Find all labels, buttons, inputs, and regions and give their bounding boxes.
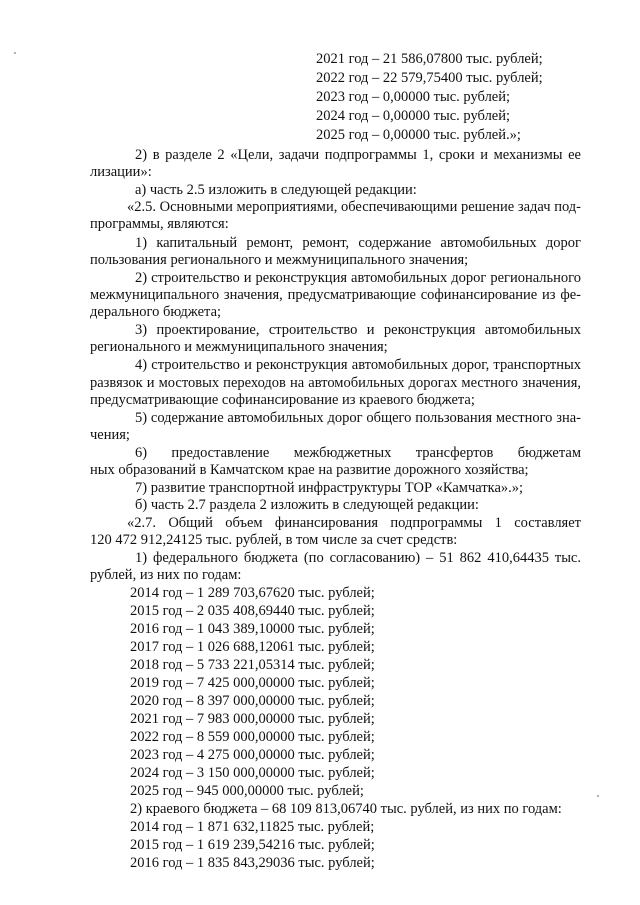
text-line: 2) строительство и реконструкция автомобильных дорог регионального	[135, 270, 581, 286]
text-line: дерального бюджета;	[90, 304, 222, 320]
text-line: 2023 год – 4 275 000,00000 тыс. рублей;	[130, 747, 375, 763]
text-line: ных образований в Камчатском крае на развитие дорожного хозяйства;	[90, 462, 529, 478]
scan-speck	[14, 52, 16, 54]
text-line: 2) краевого бюджета – 68 109 813,06740 тыс. рублей, из них по годам:	[130, 801, 562, 817]
text-line: 3) проектирование, строительство и реконструкция автомобильных	[135, 322, 581, 338]
text-line: 2015 год – 2 035 408,69440 тыс. рублей;	[130, 603, 375, 619]
text-line: предусматривающие софинансирование из краевого бюджета;	[90, 392, 475, 408]
text-line: 2014 год – 1 289 703,67620 тыс. рублей;	[130, 585, 375, 601]
text-line: «2.7. Общий объем финансирования подпрограммы 1 составляет	[127, 515, 581, 531]
text-line: 2015 год – 1 619 239,54216 тыс. рублей;	[130, 837, 375, 853]
text-line: 2020 год – 8 397 000,00000 тыс. рублей;	[130, 693, 375, 709]
text-line: 2014 год – 1 871 632,11825 тыс. рублей;	[130, 819, 375, 835]
text-line: 2016 год – 1 043 389,10000 тыс. рублей;	[130, 621, 375, 637]
scan-speck	[597, 795, 599, 797]
text-line: а) часть 2.5 изложить в следующей редакции:	[135, 182, 417, 198]
text-line: «2.5. Основными мероприятиями, обеспечивающими решение задач под-	[127, 199, 581, 215]
text-line: программы, являются:	[90, 216, 229, 232]
text-line: 2019 год – 7 425 000,00000 тыс. рублей;	[130, 675, 375, 691]
text-line: 2025 год – 945 000,00000 тыс. рублей;	[130, 783, 364, 799]
text-line: б) часть 2.7 раздела 2 изложить в следующей редакции:	[135, 497, 479, 513]
text-line: лизации»:	[90, 164, 152, 180]
text-line: 2021 год – 21 586,07800 тыс. рублей;	[316, 51, 543, 67]
text-line: 1) капитальный ремонт, ремонт, содержание автомобильных дорог	[135, 235, 581, 251]
text-line: 2016 год – 1 835 843,29036 тыс. рублей;	[130, 855, 375, 871]
text-line: 1) федерального бюджета (по согласованию) – 51 862 410,64435 тыс.	[135, 550, 581, 566]
text-line: пользования регионального и межмуниципального значения;	[90, 252, 469, 268]
text-line: межмуниципального значения, предусматривающие софинансирование из фе-	[90, 287, 581, 303]
text-line: чения;	[90, 427, 130, 443]
text-line: 2022 год – 8 559 000,00000 тыс. рублей;	[130, 729, 375, 745]
text-line: 2024 год – 0,00000 тыс. рублей;	[316, 108, 511, 124]
text-line: 2024 год – 3 150 000,00000 тыс. рублей;	[130, 765, 375, 781]
text-line: 2022 год – 22 579,75400 тыс. рублей;	[316, 70, 543, 86]
text-line: 2018 год – 5 733 221,05314 тыс. рублей;	[130, 657, 375, 673]
text-line: 6) предоставление межбюджетных трансфертов бюджетам	[135, 445, 581, 461]
text-line: 2) в разделе 2 «Цели, задачи подпрограммы 1, сроки и механизмы ее	[135, 147, 581, 163]
text-line: 5) содержание автомобильных дорог общего пользования местного зна-	[135, 410, 581, 426]
text-line: 7) развитие транспортной инфраструктуры ТОР «Камчатка».»;	[135, 480, 524, 496]
text-line: развязок и мостовых переходов на автомобильных дорогах местного значения,	[90, 375, 581, 391]
text-line: 4) строительство и реконструкция автомобильных дорог, транспортных	[135, 357, 581, 373]
text-line: регионального и межмуниципального значения;	[90, 339, 388, 355]
text-line: рублей, из них по годам:	[90, 567, 242, 583]
text-line: 120 472 912,24125 тыс. рублей, в том числе за счет средств:	[90, 532, 458, 548]
text-line: 2021 год – 7 983 000,00000 тыс. рублей;	[130, 711, 375, 727]
text-line: 2025 год – 0,00000 тыс. рублей.»;	[316, 127, 521, 143]
text-line: 2017 год – 1 026 688,12061 тыс. рублей;	[130, 639, 375, 655]
text-line: 2023 год – 0,00000 тыс. рублей;	[316, 89, 511, 105]
